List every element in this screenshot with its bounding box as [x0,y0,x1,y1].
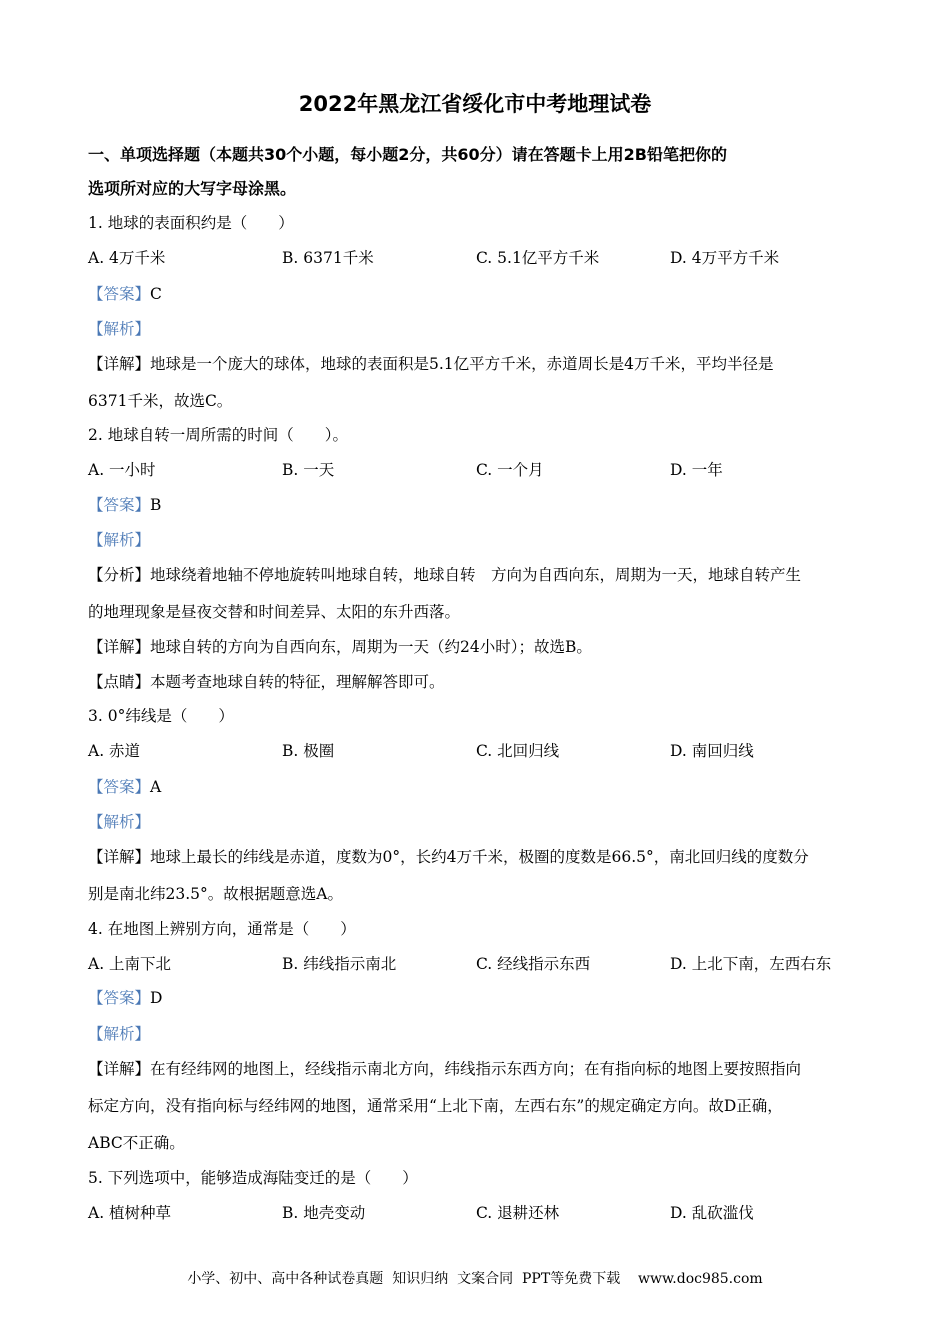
q4-detail-line-2: 标定方向，没有指向标与经纬网的地图，通常采用“上北下南，左西右东”的规定确定方向。故D正确， [88,1097,783,1115]
q4-detail-text-1: 在有经纬网的地图上，经线指示南北方向，纬线指示东西方向；在有指向标的地图上要按照指向 [150,1060,802,1078]
q2-dianjing-line [88,671,445,693]
q3-detail-line-1 [88,846,809,868]
dianjing-label: 【点睛】 [88,673,151,691]
q1-stem: 1. 地球的表面积约是（ ） [88,214,294,232]
q2-option-d: D. 一年 [670,461,723,479]
q2-dianjing-text: 本题考查地球自转的特征，理解解答即可。 [150,673,445,691]
q5-option-b: B. 地壳变动 [282,1204,366,1222]
q1-option-b: B. 6371千米 [282,249,374,267]
q2-detail-text: 地球自转的方向为自西向东，周期为一天（约24小时）；故选B。 [150,638,592,656]
q1-detail-line-1 [88,353,774,375]
q4-stem: 4. 在地图上辨别方向，通常是（ ） [88,920,356,938]
q3-stem: 3. 0°纬线是（ ） [88,707,234,725]
q5-option-c: C. 退耕还林 [476,1204,560,1222]
section-heading-line-1: 一、单项选择题（本题共30个小题，每小题2分，共60分）请在答题卡上用2B铅笔把你的 [88,145,727,164]
q1-answer-value: C [150,285,162,303]
detail-label: 【详解】 [88,638,151,656]
page-title: 2022年黑龙江省绥化市中考地理试卷 [298,92,652,116]
q3-answer-value: A [150,778,162,796]
q3-detail-line-2: 别是南北纬23.5°。故根据题意选A。 [88,885,343,903]
q4-answer-value: D [150,989,163,1007]
q4-option-a: A. 上南下北 [88,955,172,973]
answer-label: 【答案】 [88,989,151,1007]
q1-option-a: A. 4万千米 [88,249,166,267]
q2-detail-line [88,636,592,658]
q3-answer [88,776,161,798]
q2-fenxi-text-1: 地球绕着地轴不停地旋转叫地球自转，地球自转 方向为自西向东，周期为一天，地球自转产生 [150,566,802,584]
q4-detail-line-3: ABC不正确。 [88,1134,185,1152]
section-heading [88,138,863,206]
q2-stem: 2. 地球自转一周所需的时间（ ）。 [88,426,348,444]
q3-option-c: C. 北回归线 [476,742,560,760]
detail-label: 【详解】 [88,355,151,373]
q2-analysis-label: 【解析】 [88,531,151,549]
answer-label: 【答案】 [88,778,151,796]
q4-option-c: C. 经线指示东西 [476,955,591,973]
q1-answer [88,283,162,305]
q1-option-c: C. 5.1亿平方千米 [476,249,600,267]
q2-fenxi-line-2: 的地理现象是昼夜交替和时间差异、太阳的东升西落。 [88,603,461,621]
q3-detail-text-1: 地球上最长的纬线是赤道，度数为0°，长约4万千米，极圈的度数是66.5°，南北回归线的度数分 [150,848,809,866]
fenxi-label: 【分析】 [88,566,151,584]
q4-detail-line-1 [88,1058,801,1080]
q2-answer-value: B [150,496,162,514]
q3-option-b: B. 极圈 [282,742,335,760]
q4-option-b: B. 纬线指示南北 [282,955,397,973]
q1-option-d: D. 4万平方千米 [670,249,780,267]
q3-option-d: D. 南回归线 [670,742,754,760]
q1-detail-text-1: 地球是一个庞大的球体，地球的表面积是5.1亿平方千米，赤道周长是4万千米，平均半径是 [150,355,774,373]
q5-stem: 5. 下列选项中，能够造成海陆变迁的是（ ） [88,1169,418,1187]
detail-label: 【详解】 [88,848,151,866]
q2-fenxi-line-1 [88,564,801,586]
q1-detail-line-2: 6371千米，故选C。 [88,392,233,410]
q2-answer [88,494,161,516]
q4-analysis-label: 【解析】 [88,1025,151,1043]
detail-label: 【详解】 [88,1060,151,1078]
q2-option-c: C. 一个月 [476,461,544,479]
q4-option-d: D. 上北下南，左西右东 [670,955,832,973]
q1-analysis-label: 【解析】 [88,320,151,338]
q3-option-a: A. 赤道 [88,742,141,760]
q3-analysis-label: 【解析】 [88,813,151,831]
q2-option-b: B. 一天 [282,461,335,479]
answer-label: 【答案】 [88,496,151,514]
page-footer: 小学、初中、高中各种试卷真题 知识归纳 文案合同 PPT等免费下载 www.doc985.com [187,1271,763,1287]
q2-option-a: A. 一小时 [88,461,156,479]
q4-answer [88,987,162,1009]
answer-label: 【答案】 [88,285,151,303]
section-heading-line-2: 选项所对应的大写字母涂黑。 [88,179,297,198]
q5-option-a: A. 植树种草 [88,1204,172,1222]
q5-option-d: D. 乱砍滥伐 [670,1204,754,1222]
